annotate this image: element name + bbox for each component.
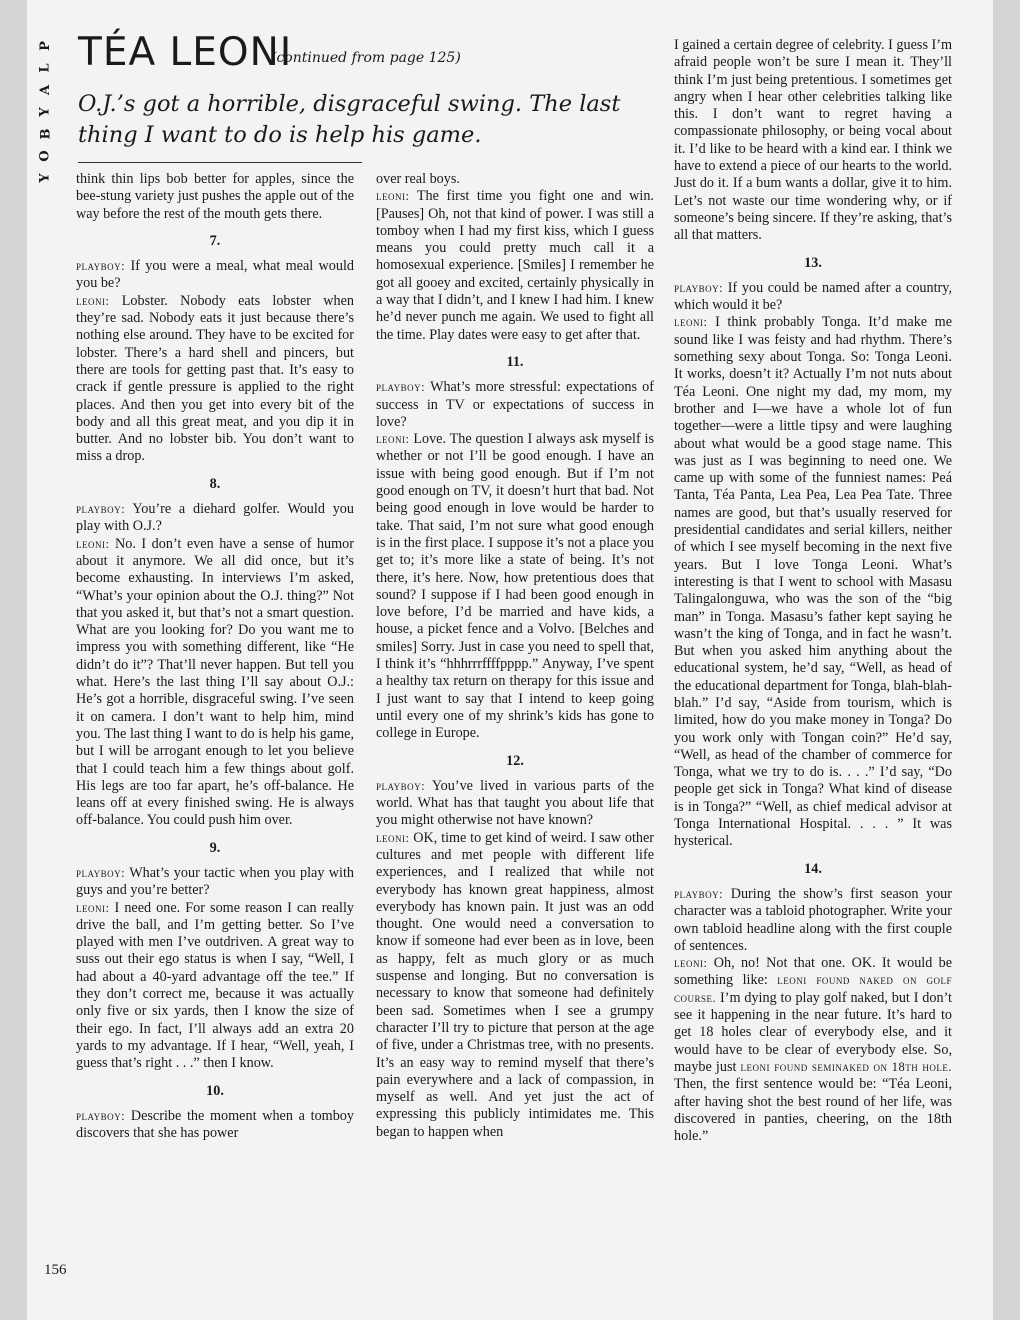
question-number: 14.: [804, 860, 822, 877]
question: [674, 280, 952, 315]
magazine-letter: Y: [38, 173, 53, 183]
question-number: 13.: [804, 254, 822, 271]
question-text: Describe the moment when a tomboy discovers that she has power: [76, 1107, 354, 1142]
answer: [376, 830, 654, 1141]
headline-text: leoni found naked on golf course.: [674, 973, 952, 1005]
question: [674, 886, 952, 955]
answer: [76, 900, 354, 1073]
answer-text: No. I don’t even have a sense of humor about it anymore. We all did once, but it’s become exhausting. In interviews I’m asked, “What’s your opinion about the O.J. thing?” Not that you asked it, but that’s not a smart question. What are you looking for? Do you want me to impress you with something different, like “He didn’t do it”? That’ll never happen. But tell you what. Here’s the last thing I’ll say about O.J.: He’s got a horrible, disgraceful swing. I’ve seen it on camera. I don’t want to help him, mind you. The last thing I want to do is help his game, but I will be arrogant enough to let you believe that I could teach him a few things about golf. His legs are too far apart, he’s off-balance. He leans off at every finished swing. He is always off-balance. You could push him over.: [76, 535, 354, 829]
page-number: 156: [44, 1262, 67, 1278]
question-number: 10.: [206, 1082, 224, 1099]
speaker-label: playboy:: [376, 380, 426, 395]
speaker-label: playboy:: [76, 865, 126, 880]
speaker-label: playboy:: [674, 886, 724, 901]
headline-text: leoni found seminaked on 18th hole.: [740, 1059, 953, 1074]
text-column-3: [674, 37, 952, 1145]
speaker-label: playboy:: [76, 502, 126, 517]
speaker-label: playboy:: [76, 259, 126, 274]
magazine-letter: B: [38, 128, 53, 140]
question-text: If you could be named after a country, which would it be?: [674, 279, 952, 314]
speaker-label: playboy:: [76, 1108, 126, 1123]
question: [376, 379, 654, 431]
question: [76, 865, 354, 900]
question-number: 11.: [506, 353, 524, 370]
answer-text: I think probably Tonga. It’d make me sound like I was feisty and had rhythm. There’s something sexy about Tonga. So: Tonga Leoni. It works, doesn’t it? Actually I’m not nuts about Téa Leoni. One night my dad, my mom, my brother and I—we have a whole lot of fun together—were a little tipsy and were laughing about what would be a good stage name. This was just as I was beginning to need one. We came up with some of the funniest names: Peá Tanta, Téa Panta, Lea Pea, Lea Pea Tate. Three names are good, but that’s usually reserved for presidential candidates and serial killers, neither of which I see myself becoming in the next five years. But I love Tonga Leoni. What’s interesting is that I went to school with Masasu Talingalonguwa, who was the son of the “big man” in Tonga. Masasu’s father kept saying he wasn’t the king of Tonga, and in fact he wasn’t. But when you asked him anything about the educational system, he’d say, “Well, as head of the educational department for Tonga, blah-blah-blah.” I’d say, “Aside from tourism, which is limited, how do you make money in Tonga? Do you work only with Tongan coin?” He’d say, “Well, as head of the chamber of commerce for Tonga, what we try to do is. . . .” I’d say, “Do people get sick in Tonga? What kind of disease is in Tonga?” “Well, as chief medical advisor at Tonga International Hospital. . . . ” It was hysterical.: [674, 314, 953, 850]
answer: [76, 293, 354, 466]
speaker-label: leoni:: [376, 830, 410, 845]
answer: [674, 955, 952, 1145]
speaker-label: playboy:: [376, 778, 426, 793]
magazine-letter: O: [37, 150, 53, 162]
magazine-letter: A: [38, 84, 53, 96]
answer-text: Then, the first sentence would be: “Téa Leoni, after having shot the best round of her life, was discovered in panties, cheering, on the 18th hole.”: [674, 1076, 952, 1145]
speaker-label: leoni:: [376, 432, 410, 447]
speaker-label: playboy:: [674, 280, 724, 295]
answer: [376, 431, 654, 742]
question: [76, 258, 354, 293]
speaker-label: leoni:: [76, 900, 110, 915]
question-number: 8.: [209, 475, 221, 492]
paragraph: think thin lips bob better for apples, since the bee-stung variety just pushes the apple out of the way before the rest of the mouth gets there.: [76, 171, 354, 222]
answer: [76, 536, 354, 830]
answer-text: I need one. For some reason I can really drive the ball, and I’m getting better. So I’ve played with men I’ve outdriven. A great way to suss out their ego status is when I say, “Well, I had about a 40-yard advantage off the tee.” If they don’t correct me, because it was actually only five or six yards, then I know the size of their ego. In fact, I’ll always add an extra 20 yards to my advantage. If I hear, “Well, yeah, I guess that’s right . . .” then I know.: [76, 899, 355, 1072]
answer: [376, 188, 654, 344]
magazine-vertical-label: [34, 35, 58, 189]
question-text: During the show’s first season your character was a tabloid photographer. Write your own tabloid headline along with the first couple of sentences.: [674, 885, 952, 954]
answer-text: OK, time to get kind of weird. I saw other cultures and met people with different life experiences, and I realized that while not everybody has known great happiness, almost everybody has known pain. It just was an odd thought. One would need a conversation to know if someone had ever been as in love, been as happy, felt as much glory or as much suspense and longing. But no conversation is necessary to know that someone had definitely been sad. Sometimes when I see a grumpy character I’ll try to picture that person at the age of five, under a Christmas tree, with no presents. It’s an easy way to remind myself that there’s pain everywhere and a lack of compassion, in myself as well. And yet just the act of expressing this publicly intimidates me. This began to happen when: [376, 829, 655, 1140]
answer-text: Love. The question I always ask myself is whether or not I’ll be good enough. I have an issue with being good enough. But if I’m not good enough on TV, it doesn’t hurt that bad. Not being good enough in love would be harder to take. That said, I’m not sure what good enough is in the first place. I suppose it’s not a place you get to; it’s more like a state of being. It’s not there, it’s here. Now, how pretentious does that sound? I suppose if I had been good enough in love before, I’d be married and have kids, a house, a picket fence and a Volvo. [Belches and smiles] Sorry. Just in case you need to spell that, I think it’s “hhhrrrffffpppp.” Anyway, I’ve spent a healthy tax return on therapy for this issue and I just want to say that I intend to keep going until every one of my shrink’s kids has gone to college in Europe.: [376, 431, 655, 742]
magazine-letter: P: [38, 41, 53, 51]
question-text: If you were a meal, what meal would you be?: [76, 258, 354, 292]
pull-quote: O.J.’s got a horrible, disgraceful swing. The last thing I want to do is help his game.: [78, 91, 621, 148]
question-number: 9.: [209, 839, 221, 856]
question-text: What’s more stressful: expectations of success in TV or expectations of success in love?: [376, 379, 654, 430]
speaker-label: leoni:: [76, 293, 110, 308]
question: [76, 1108, 354, 1143]
answer: [674, 314, 952, 850]
answer-text: I’m dying to play golf naked, but I don’t see it happening in the near future. It’s hard to get 18 holes clear of everybody else, and it would have to be clear of everybody else. So, maybe just: [674, 989, 953, 1075]
speaker-label: leoni:: [674, 315, 708, 330]
question: [376, 778, 654, 830]
speaker-label: leoni:: [376, 189, 410, 204]
speaker-label: leoni:: [76, 536, 110, 551]
question-number: 7.: [209, 232, 221, 249]
answer-text: The first time you fight one and win. [Pauses] Oh, not that kind of power. I was still a tomboy when I had my first kiss, which I guess means you could pretty much call it a homosexual experience. [Smiles] I remember he got all gooey and excited, certainly physically in a way that I didn’t, and I knew I had him. I knew he’d never punch me again. We used to fight all the time. Play dates were easy to get after that.: [376, 188, 654, 343]
speaker-label: leoni:: [674, 956, 708, 971]
text-column-1: [76, 171, 354, 1142]
answer-text: Lobster. Nobody eats lobster when they’re sad. Nobody eats it just because there’s nothing else around. They have to be excited for lobster. There’s a hard shell and pincers, but there are tools for getting past that. It’s easy to crack if gentle pressure is applied to the right places. And then you get into every bit of the body and all this great meat, and you dip it in butter. And no lobster bib. You don’t want to miss a drop.: [76, 292, 355, 465]
text-column-2: [376, 171, 654, 1141]
answer-text: Oh, no! Not that one. OK. It would be something like:: [674, 955, 953, 989]
question-text: You’ve lived in various parts of the world. What has that taught you about life that you might otherwise not have known?: [376, 777, 654, 829]
question-text: You’re a diehard golfer. Would you play with O.J.?: [76, 501, 354, 535]
paragraph: I gained a certain degree of celebrity. I guess I’m afraid people won’t be sure I mean it. They’ll think I’m just being pretentious. I sometimes get angry when I hear other celebrities talking like this. I don’t want to regret having a compassionate philosophy, or being vocal about it. I’d like to be heard with a kind ear. I think we have to extend a piece of our hearts to the world. Just do it. If a bum wants a dollar, give it to him. Let’s not waste our time wondering why, or if someone’s being sincere. If they’re asking, that’s all that matters.: [674, 37, 952, 244]
question-number: 12.: [506, 752, 524, 769]
magazine-letter: L: [37, 63, 53, 73]
paragraph: over real boys.: [376, 171, 460, 187]
question-text: What’s your tactic when you play with guys and you’re better?: [76, 864, 354, 899]
continued-note: (continued from page 125): [271, 50, 461, 66]
divider-rule: [78, 162, 362, 163]
interview-title: TÉA LEONI: [78, 30, 293, 75]
question: [76, 501, 354, 536]
magazine-letter: Y: [38, 107, 53, 117]
